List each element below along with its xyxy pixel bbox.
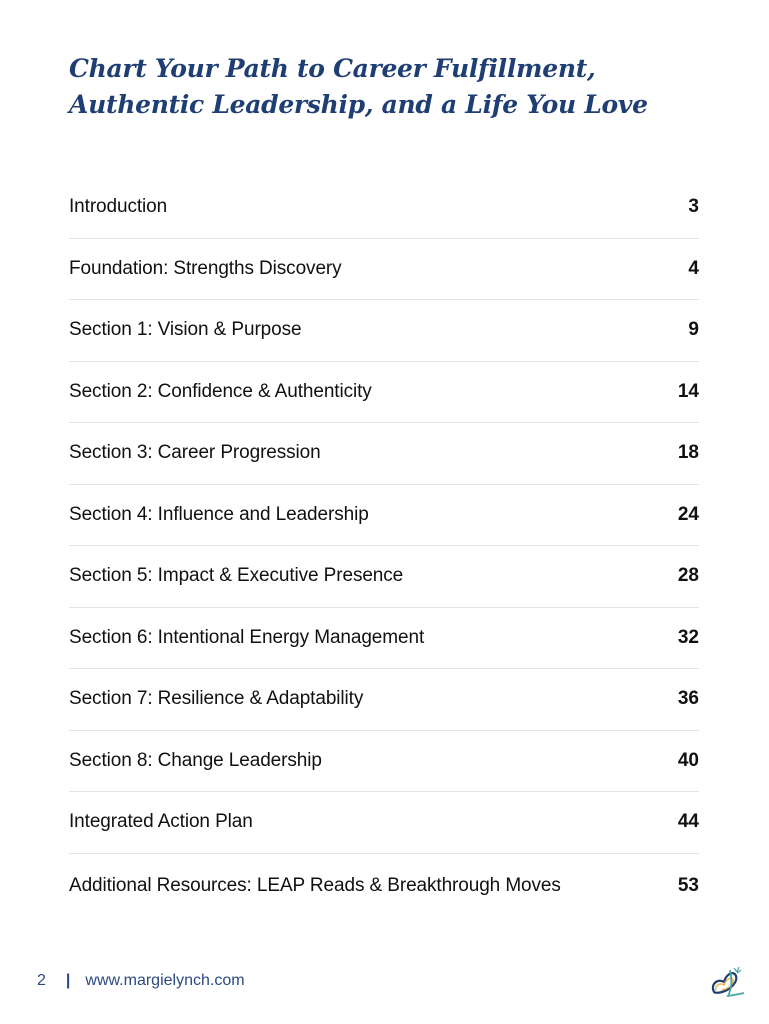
page-title: Chart Your Path to Career Fulfillment, Authentic Leadership, and a Life You Love [69,54,648,119]
toc-item-label: Section 3: Career Progression [69,442,321,464]
toc-item-section-1[interactable] [69,300,699,362]
toc-item-section-2[interactable] [69,362,699,424]
toc-item-section-6[interactable] [69,608,699,670]
toc-item-label: Integrated Action Plan [69,811,253,833]
toc-item-additional-resources[interactable] [69,854,699,918]
footer-separator: | [65,972,71,989]
toc-item-label: Additional Resources: LEAP Reads & Breakthrough Moves [69,874,561,896]
toc-item-page: 40 [677,749,699,771]
toc-item-page: 4 [688,257,699,279]
toc-item-label: Section 8: Change Leadership [69,749,322,771]
toc-item-page: 9 [688,319,699,341]
toc-item-label: Introduction [69,196,168,218]
toc-item-label: Section 7: Resilience & Adaptability [69,688,364,710]
toc-item-label: Section 1: Vision & Purpose [69,319,302,341]
toc-item-section-4[interactable] [69,485,699,547]
toc-item-page: 3 [688,196,699,218]
toc-item-page: 36 [677,688,699,710]
toc-item-section-7[interactable] [69,669,699,731]
toc-item-action-plan[interactable] [69,792,699,854]
toc-item-label: Section 2: Confidence & Authenticity [69,380,372,402]
toc-item-page: 24 [677,503,699,525]
toc-item-page: 14 [677,380,699,402]
page-footer [37,972,245,990]
toc-item-page: 28 [677,565,699,587]
website-link[interactable]: www.margielynch.com [85,972,245,989]
toc-item-foundation[interactable] [69,239,699,301]
toc-item-label: Foundation: Strengths Discovery [69,257,342,279]
toc-item-page: 53 [677,874,699,896]
butterfly-logo-icon [708,962,748,1002]
toc-item-page: 32 [677,626,699,648]
toc-item-section-5[interactable] [69,546,699,608]
toc-item-label: Section 5: Impact & Executive Presence [69,565,404,587]
toc-item-page: 44 [677,811,699,833]
toc-item-introduction[interactable] [69,177,699,239]
toc-item-label: Section 4: Influence and Leadership [69,503,369,525]
toc-item-label: Section 6: Intentional Energy Management [69,626,425,648]
toc-item-section-8[interactable] [69,731,699,793]
page-number: 2 [37,972,46,989]
toc-item-section-3[interactable] [69,423,699,485]
toc-item-page: 18 [677,442,699,464]
table-of-contents [69,177,699,918]
